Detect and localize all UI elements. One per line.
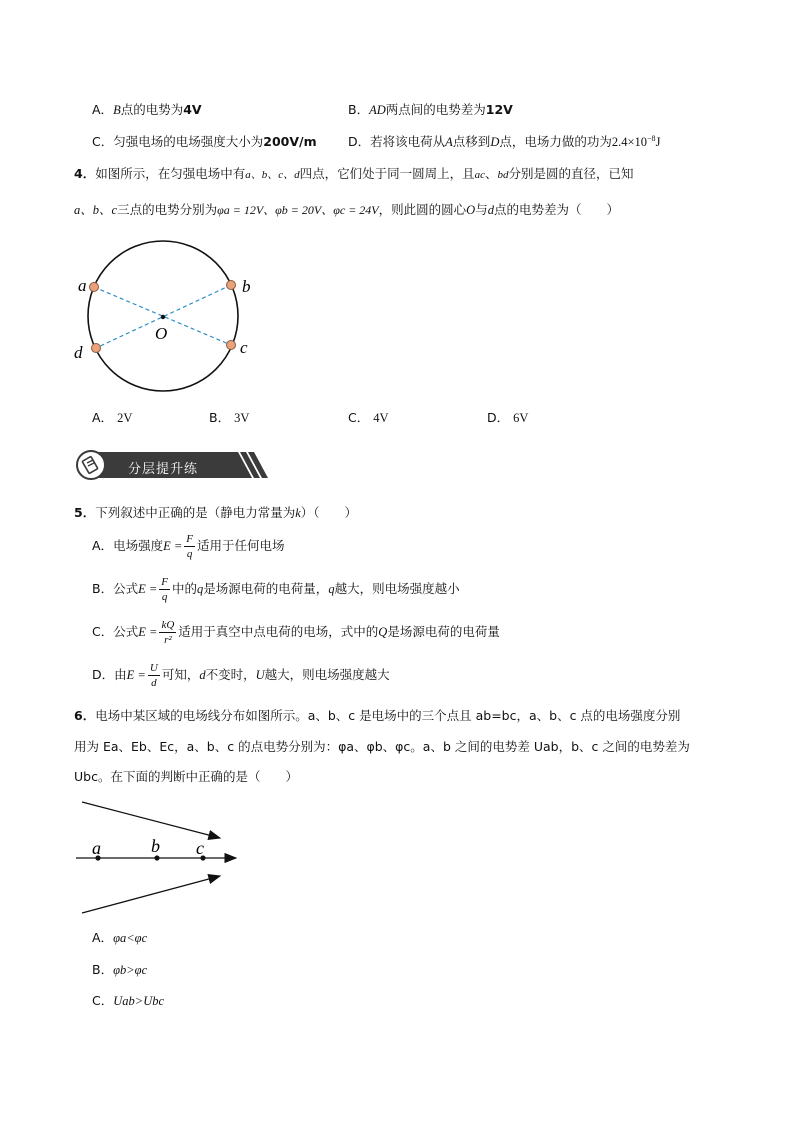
q6-stem-line1 (74, 710, 680, 723)
option-text: 两点间的电势差为 (385, 102, 486, 117)
q3-option-a (92, 104, 202, 117)
option-text: 若将该电荷从 (370, 134, 446, 149)
point-c-dot (227, 341, 236, 350)
q4-option-c (348, 412, 389, 425)
option-text: 由 (114, 667, 127, 682)
unit: J (655, 135, 661, 149)
constant-k: k (295, 506, 301, 520)
stem-text: 四点，它们处于同一圆周上，且 (299, 166, 475, 181)
q6-stem-line2 (74, 741, 690, 754)
stem-text: Ubc。在下面的判断中正确的是（ ） (74, 769, 298, 784)
option-label: B． (209, 410, 231, 425)
diameter-label: ac (474, 169, 486, 181)
banner-bar (88, 452, 238, 478)
q5-option-a (92, 533, 285, 560)
denominator: q (186, 548, 193, 560)
option-value: 4V (183, 102, 202, 117)
option-text: 公式 (113, 581, 139, 596)
exponent: −8 (647, 133, 656, 143)
variable: d (199, 668, 206, 682)
formula-lhs: E = (138, 582, 158, 596)
option-text: 可知， (161, 667, 200, 682)
option-label: A． (92, 410, 114, 425)
variable: q (197, 582, 204, 596)
numerator: F (161, 576, 169, 588)
q4-stem-line2 (74, 204, 619, 217)
formula-lhs: E = (163, 539, 183, 553)
option-text: 是场源电荷的电荷量 (387, 624, 500, 639)
q6-option-c (92, 995, 164, 1008)
label-a: a (92, 838, 101, 858)
q6-stem-line3 (74, 771, 298, 784)
pencil-icon (76, 450, 106, 480)
option-label: D． (92, 667, 115, 682)
potential-c: φc = 24V (333, 203, 379, 217)
option-value: 2V (117, 411, 133, 425)
circle-diagram (70, 236, 270, 396)
numerator: kQ (161, 619, 175, 631)
formula-fraction (148, 662, 160, 689)
variable: q (328, 582, 335, 596)
field-line-top (82, 802, 220, 838)
point-d-dot (92, 344, 101, 353)
option-label: C． (348, 410, 370, 425)
option-label: C． (92, 134, 114, 149)
option-text: 越大，则电场强度越大 (264, 667, 390, 682)
option-text: 越大，则电场强度越小 (334, 581, 460, 596)
option-text: 点，电场力做的功为 (499, 134, 612, 149)
stem-text: 下列叙述中正确的是（静电力常量为 (95, 505, 296, 520)
label-b: b (151, 836, 160, 856)
q4-option-b (209, 412, 249, 425)
question-number: 5． (74, 505, 96, 520)
option-label: B． (92, 581, 114, 596)
option-label: A． (92, 930, 114, 945)
point-label: d (487, 203, 494, 217)
option-value: Uab>Ubc (113, 994, 165, 1008)
point-list: a、b、c (74, 203, 118, 217)
point-list: a、b、c、d (245, 169, 300, 181)
q6-option-a (92, 932, 147, 945)
stem-text: 如图所示，在匀强电场中有 (95, 166, 246, 181)
option-value: φb>φc (113, 963, 148, 977)
label-o: O (155, 324, 168, 343)
stem-text: 用为 Ea、Eb、Ec，a、b、c 的点电势分别为：φa、φb、φc。a、b 之间的电势差 Uab，b、c 之间的电势差为 (74, 739, 690, 754)
option-text: 中的 (172, 581, 198, 596)
point-a-dot (90, 283, 99, 292)
label-b: b (242, 277, 251, 296)
stem-text: 、 (485, 166, 498, 181)
formula-lhs: E = (138, 625, 158, 639)
q3-option-b (348, 104, 513, 117)
formula-fraction (159, 619, 176, 646)
option-value: φa<φc (113, 931, 148, 945)
point-label: AD (369, 103, 386, 117)
label-c: c (240, 338, 248, 357)
point-label: B (113, 103, 121, 117)
option-text: 点移到 (452, 134, 491, 149)
option-value: 6V (513, 411, 529, 425)
stem-text: ，则此圆的圆心 (378, 202, 467, 217)
option-text: 点的电势为 (120, 102, 184, 117)
stem-text: 电场中某区域的电场线分布如图所示。a、b、c 是电场中的三个点且 ab=bc，a、b、c 点的电场强度分别 (95, 708, 681, 723)
point-label: A (445, 135, 453, 149)
field-line-bottom (82, 876, 220, 913)
q3-option-d (348, 133, 661, 149)
potential-a: φa = 12V、 (217, 203, 276, 217)
stem-text: 与 (475, 202, 488, 217)
q5-option-b (92, 576, 460, 603)
option-label: A． (92, 538, 114, 553)
q5-stem (74, 507, 357, 520)
q5-option-c (92, 619, 500, 646)
option-text: 不变时， (205, 667, 256, 682)
option-label: C． (92, 993, 114, 1008)
option-value: 2.4×10 (611, 135, 648, 149)
point-b-dot (154, 855, 159, 860)
point-b-dot (227, 281, 236, 290)
denominator: q (161, 591, 168, 603)
option-value: 3V (234, 411, 250, 425)
center-label: O (466, 203, 476, 217)
option-label: C． (92, 624, 114, 639)
option-text: 匀强电场的电场强度大小为 (113, 134, 264, 149)
point-label: D (490, 135, 500, 149)
section-banner (74, 450, 270, 480)
option-text: 电场强度 (113, 538, 164, 553)
numerator: U (149, 662, 158, 674)
option-label: B． (348, 102, 370, 117)
option-label: D． (348, 134, 371, 149)
option-value: 12V (485, 102, 513, 117)
variable: U (255, 668, 265, 682)
q5-option-d (92, 662, 390, 689)
stem-text: 点的电势差为（ ） (493, 202, 619, 217)
option-text: 公式 (113, 624, 139, 639)
label-a: a (78, 276, 87, 295)
option-value: 200V/m (263, 134, 317, 149)
denominator: d (151, 677, 157, 689)
q4-option-d (487, 412, 528, 425)
option-label: B． (92, 962, 114, 977)
denominator: r² (164, 634, 172, 646)
option-text: 是场源电荷的电荷量， (203, 581, 329, 596)
option-label: D． (487, 410, 510, 425)
q4-stem-line1 (74, 168, 634, 181)
q3-option-c (92, 136, 317, 149)
question-number: 4． (74, 166, 96, 181)
question-number: 6． (74, 708, 96, 723)
label-c: c (196, 838, 204, 858)
option-label: A． (92, 102, 114, 117)
potential-b: φb = 20V、 (275, 203, 334, 217)
stem-text: 分别是圆的直径，已知 (508, 166, 634, 181)
option-text: 适用于任何电场 (197, 538, 285, 553)
diameter-label: bd (497, 169, 509, 181)
numerator: F (186, 533, 194, 545)
formula-lhs: E = (126, 668, 146, 682)
center-dot (161, 315, 165, 319)
banner-title: 分层提升练 (128, 462, 199, 477)
variable: Q (378, 625, 388, 639)
field-lines-diagram (70, 796, 250, 920)
formula-fraction (184, 533, 195, 560)
label-d: d (74, 343, 83, 362)
stem-text: 三点的电势分别为 (117, 202, 218, 217)
stem-text: ）（ ） (300, 505, 358, 520)
formula-fraction (159, 576, 170, 603)
q6-option-b (92, 964, 147, 977)
option-text: 适用于真空中点电荷的电场，式中的 (178, 624, 379, 639)
q4-option-a (92, 412, 132, 425)
option-value: 4V (373, 411, 389, 425)
